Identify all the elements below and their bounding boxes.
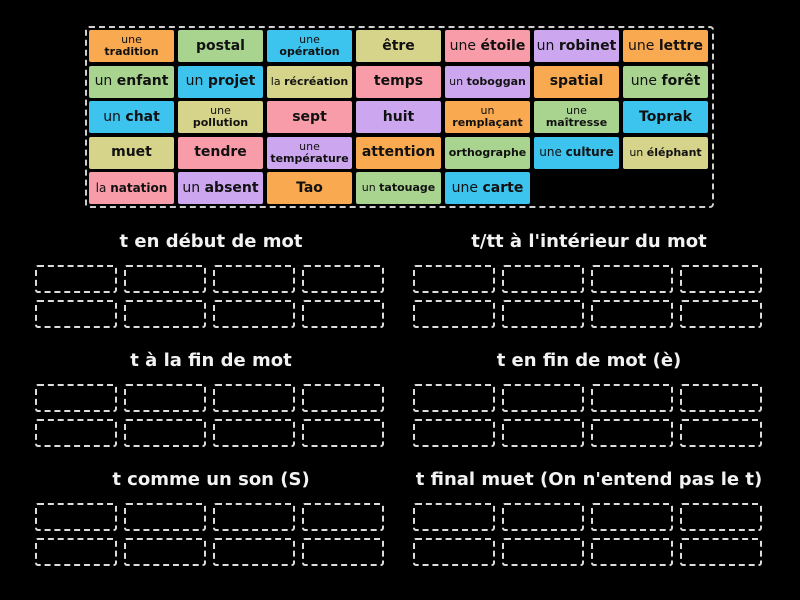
word-tile[interactable] <box>356 101 441 133</box>
category-group <box>35 349 387 449</box>
word-tile[interactable] <box>267 137 352 169</box>
drop-slot[interactable] <box>591 503 673 531</box>
drop-slot[interactable] <box>413 265 495 293</box>
drop-slot[interactable] <box>591 265 673 293</box>
category-title: t comme un son (S) <box>112 469 310 490</box>
drop-slot[interactable] <box>213 384 295 412</box>
drop-slot[interactable] <box>35 419 117 447</box>
drop-slot[interactable] <box>502 419 584 447</box>
drop-slot[interactable] <box>35 538 117 566</box>
tile-label <box>539 146 614 159</box>
drop-slot[interactable] <box>680 300 762 328</box>
tile-word: tradition <box>104 45 159 58</box>
drop-slot[interactable] <box>302 300 384 328</box>
drop-slot[interactable] <box>413 300 495 328</box>
word-tile[interactable] <box>178 66 263 98</box>
word-tile[interactable] <box>534 137 619 169</box>
tile-word: tatouage <box>379 181 436 195</box>
tile-word: orthographe <box>448 145 527 159</box>
tile-word: remplaçant <box>452 116 523 129</box>
drop-slot[interactable] <box>124 538 206 566</box>
word-tile[interactable] <box>178 172 263 204</box>
drop-slot[interactable] <box>124 419 206 447</box>
drop-slot[interactable] <box>591 538 673 566</box>
word-tile[interactable] <box>267 66 352 98</box>
tile-label <box>95 74 169 89</box>
tile-label <box>449 76 526 88</box>
drop-slot[interactable] <box>35 265 117 293</box>
drop-slot[interactable] <box>124 265 206 293</box>
tile-word: toboggan <box>466 74 526 88</box>
drop-slot[interactable] <box>413 538 495 566</box>
word-tile[interactable] <box>534 66 619 98</box>
word-tiles <box>87 28 712 206</box>
word-tile[interactable] <box>445 101 530 133</box>
tile-article: une <box>566 104 587 118</box>
tile-word: enfant <box>116 73 169 90</box>
word-tile[interactable] <box>356 137 441 169</box>
tile-label <box>537 39 617 54</box>
word-tile[interactable] <box>356 172 441 204</box>
category-title: t à la fin de mot <box>130 350 292 371</box>
category-title: t en fin de mot (è) <box>496 350 682 371</box>
drop-slot[interactable] <box>124 300 206 328</box>
tile-label <box>450 39 526 54</box>
word-tile[interactable] <box>623 66 708 98</box>
drop-slot[interactable] <box>302 503 384 531</box>
tile-word: lettre <box>658 37 703 54</box>
tile-word: pollution <box>192 116 249 129</box>
tile-word: maîtresse <box>545 116 608 129</box>
drop-slot[interactable] <box>680 419 762 447</box>
word-tile[interactable] <box>267 30 352 62</box>
category-group <box>413 349 765 449</box>
tile-article: une <box>299 139 320 153</box>
drop-slot[interactable] <box>591 419 673 447</box>
tile-word: chat <box>125 108 160 125</box>
tile-word: tendre <box>194 144 247 161</box>
tile-article: une <box>299 33 320 47</box>
drop-slot[interactable] <box>591 384 673 412</box>
tile-label <box>182 181 258 196</box>
tile-word: huit <box>382 108 415 125</box>
drop-slot[interactable] <box>502 538 584 566</box>
tile-label <box>186 74 256 89</box>
tile-word: éléphant <box>646 145 702 159</box>
word-tile[interactable] <box>178 137 263 169</box>
drop-slot[interactable] <box>502 300 584 328</box>
tile-word: robinet <box>558 37 617 54</box>
drop-slot[interactable] <box>502 503 584 531</box>
drop-slot[interactable] <box>502 265 584 293</box>
tile-article: un <box>480 104 495 118</box>
tile-article: une <box>121 33 142 47</box>
category-group <box>35 230 387 330</box>
word-tile[interactable] <box>89 101 174 133</box>
tile-article: un <box>185 73 204 90</box>
word-tile[interactable] <box>89 172 174 204</box>
tile-label <box>452 181 524 196</box>
tile-word: spatial <box>549 73 604 90</box>
word-tile[interactable] <box>89 30 174 62</box>
tile-word: sept <box>292 108 327 125</box>
word-tile[interactable] <box>445 66 530 98</box>
tile-word: absent <box>204 179 259 196</box>
tile-article: une <box>628 37 655 54</box>
tile-word: culture <box>565 145 614 160</box>
tile-word: Tao <box>296 179 323 196</box>
word-bank <box>85 26 714 208</box>
category-group <box>35 468 387 568</box>
tile-word: attention <box>361 144 436 161</box>
word-tile[interactable] <box>356 30 441 62</box>
drop-slot[interactable] <box>213 503 295 531</box>
tile-word: postal <box>196 37 245 54</box>
word-tile[interactable] <box>534 30 619 62</box>
drop-slot[interactable] <box>35 384 117 412</box>
category-title: t/tt à l'intérieur du mot <box>471 231 707 252</box>
tile-word: muet <box>111 144 152 161</box>
drop-slot[interactable] <box>680 384 762 412</box>
tile-article: une <box>451 179 479 196</box>
drop-slot[interactable] <box>302 538 384 566</box>
word-tile[interactable] <box>178 101 263 133</box>
word-tile[interactable] <box>445 137 530 169</box>
drop-slot[interactable] <box>680 538 762 566</box>
tile-label <box>271 76 348 88</box>
word-tile[interactable] <box>623 101 708 133</box>
tile-article: un <box>361 181 376 195</box>
word-tile[interactable] <box>89 137 174 169</box>
drop-slot[interactable] <box>213 419 295 447</box>
word-tile[interactable] <box>178 30 263 62</box>
word-tile[interactable] <box>445 172 530 204</box>
drop-slot[interactable] <box>413 503 495 531</box>
tile-article: un <box>629 145 644 159</box>
tile-article: un <box>94 73 113 90</box>
drop-slot[interactable] <box>35 503 117 531</box>
tile-article: un <box>182 179 201 196</box>
drop-slot[interactable] <box>302 384 384 412</box>
tile-article: un <box>536 37 555 54</box>
tile-word: forêt <box>661 73 701 90</box>
tile-word: carte <box>482 179 524 196</box>
word-tile[interactable] <box>534 101 619 133</box>
drop-slot[interactable] <box>124 503 206 531</box>
tile-article: la <box>270 74 281 88</box>
drop-slot[interactable] <box>413 384 495 412</box>
tile-article: un <box>449 74 464 88</box>
drop-slot[interactable] <box>213 265 295 293</box>
drop-slot[interactable] <box>591 300 673 328</box>
tile-label <box>103 110 160 125</box>
tile-word: projet <box>207 73 256 90</box>
tile-article: une <box>630 73 658 90</box>
tile-word: étoile <box>480 37 526 54</box>
word-tile[interactable] <box>267 172 352 204</box>
word-tile[interactable] <box>89 66 174 98</box>
tile-label <box>631 74 701 89</box>
tile-label <box>96 182 168 195</box>
tile-label <box>629 147 701 159</box>
category-group <box>413 230 765 330</box>
drop-slot[interactable] <box>413 419 495 447</box>
category-group <box>413 468 765 568</box>
tile-word: opération <box>279 45 340 58</box>
drop-slot[interactable] <box>680 265 762 293</box>
tile-article: la <box>95 180 107 195</box>
word-tile[interactable] <box>623 137 708 169</box>
tile-word: température <box>270 151 349 165</box>
drop-slot[interactable] <box>124 384 206 412</box>
tile-article: un <box>103 108 121 125</box>
tile-label <box>362 182 436 194</box>
drop-slot[interactable] <box>302 419 384 447</box>
tile-article: une <box>210 104 231 118</box>
drop-slot[interactable] <box>680 503 762 531</box>
tile-word: récréation <box>284 74 349 88</box>
tile-word: temps <box>373 73 424 90</box>
category-title: t final muet (On n'entend pas le t) <box>415 469 763 490</box>
tile-article: une <box>449 37 476 54</box>
tile-label <box>628 39 703 54</box>
drop-slot[interactable] <box>213 300 295 328</box>
tile-word: natation <box>110 180 168 195</box>
tile-word: être <box>382 37 415 54</box>
tile-article: une <box>539 145 562 160</box>
drop-slot[interactable] <box>213 538 295 566</box>
word-tile[interactable] <box>356 66 441 98</box>
word-tile[interactable] <box>623 30 708 62</box>
drop-slot[interactable] <box>35 300 117 328</box>
drop-slot[interactable] <box>502 384 584 412</box>
word-tile[interactable] <box>445 30 530 62</box>
drop-slot[interactable] <box>302 265 384 293</box>
category-title: t en début de mot <box>119 231 303 252</box>
tile-word: Toprak <box>639 108 692 125</box>
word-tile[interactable] <box>267 101 352 133</box>
